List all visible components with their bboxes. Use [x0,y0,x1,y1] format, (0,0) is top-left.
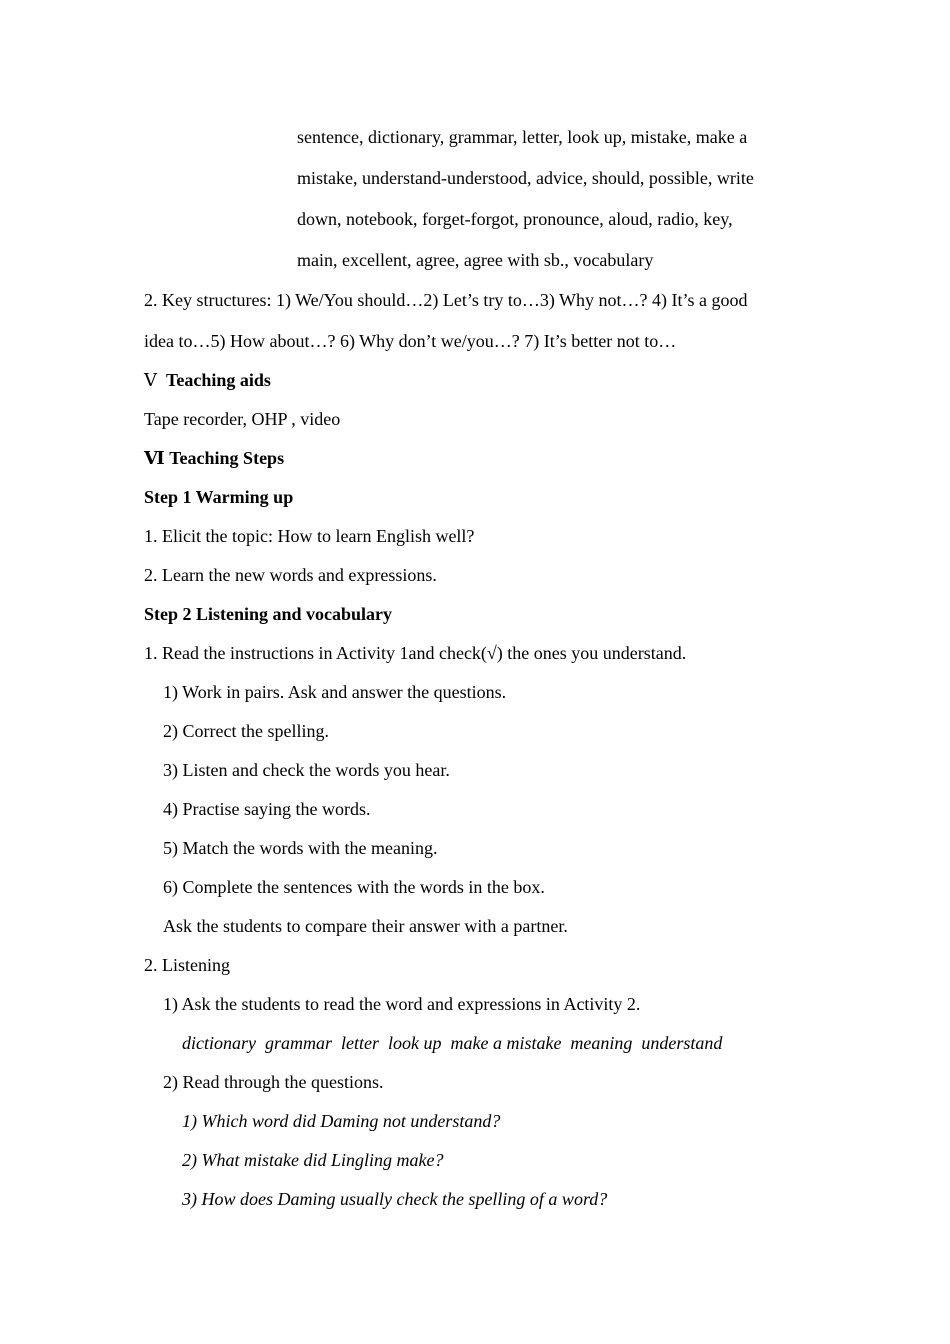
listening-question: 1) Which word did Daming not understand? [182,1111,501,1131]
key-structures-line-2: idea to…5) How about…? 6) Why don’t we/you…? 7) It’s better not to… [144,331,677,351]
listening-subitem: 2) Read through the questions. [163,1072,384,1092]
listening-question: 3) How does Daming usually check the spelling of a word? [182,1189,608,1209]
instruction-item: 4) Practise saying the words. [163,799,371,819]
section-title: Teaching aids [166,370,271,390]
instruction-item: 6) Complete the sentences with the words in the box. [163,877,545,897]
step-2-item-1: 1. Read the instructions in Activity 1and check(√) the ones you understand. [144,643,687,663]
step-1-heading: Step 1 Warming up [144,487,294,507]
vocab-line: mistake, understand-understood, advice, should, possible, write [297,168,754,188]
teaching-aids-heading [144,369,271,391]
listening-question: 2) What mistake did Lingling make? [182,1150,444,1170]
vocab-line: down, notebook, forget-forgot, pronounce, aloud, radio, key, [297,209,733,229]
instruction-item: 5) Match the words with the meaning. [163,838,438,858]
step-2-heading: Step 2 Listening and vocabulary [144,604,393,624]
vocab-line: sentence, dictionary, grammar, letter, look up, mistake, make a [297,127,748,147]
listening-subitem: 1) Ask the students to read the word and expressions in Activity 2. [163,994,641,1014]
instruction-item: 1) Work in pairs. Ask and answer the questions. [163,682,507,702]
key-structures-line-1: 2. Key structures: 1) We/You should…2) Let’s try to…3) Why not…? 4) It’s a good [144,290,748,310]
step-1-item: 1. Elicit the topic: How to learn English well? [144,526,475,546]
step-1-item: 2. Learn the new words and expressions. [144,565,437,585]
teaching-steps-heading [144,447,284,469]
vocab-line: main, excellent, agree, agree with sb., vocabulary [297,250,654,270]
instruction-item: 2) Correct the spelling. [163,721,329,741]
listening-heading: 2. Listening [144,955,230,975]
section-numeral: Ⅵ [144,448,165,468]
section-title: Teaching Steps [169,448,285,468]
word-list: dictionary grammar letter look up make a mistake meaning understand [182,1033,723,1053]
teaching-aids-text: Tape recorder, OHP , video [144,409,341,429]
section-numeral: Ⅴ [144,370,157,390]
instruction-item: 3) Listen and check the words you hear. [163,760,450,780]
compare-instruction: Ask the students to compare their answer with a partner. [163,916,568,936]
